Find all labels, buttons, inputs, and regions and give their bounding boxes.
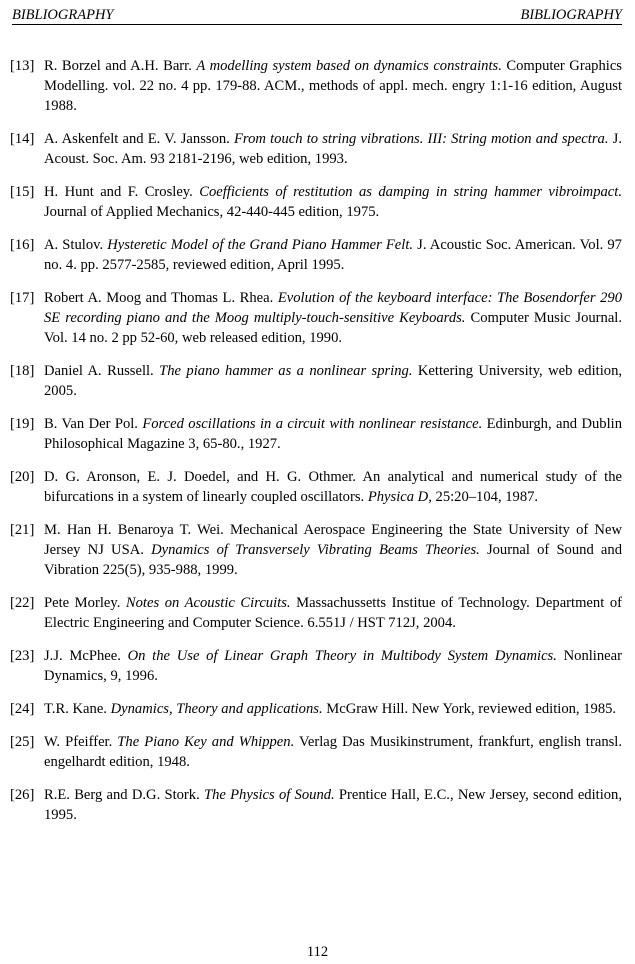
reference-authors: B. Van Der Pol. [44,416,143,432]
reference-authors: Robert A. Moog and Thomas L. Rhea. [44,290,278,306]
reference-details: Massachussetts Institue of Technology. Department of Electric Engineering and Computer Science. 6.551J / HST 712J, 2004. [44,595,622,631]
reference-item [10,235,622,275]
reference-authors: T.R. Kane. [44,701,111,717]
reference-title: Notes on Acoustic Circuits. [125,595,291,611]
reference-title: Hysteretic Model of the Grand Piano Hammer Felt. [107,237,414,253]
reference-number: [15] [10,184,35,200]
reference-number: [21] [10,522,35,538]
reference-details: McGraw Hill. New York, reviewed edition, 1985. [322,701,617,717]
reference-number: [13] [10,58,35,74]
reference-item [10,414,622,454]
reference-authors: R. Borzel and A.H. Barr. [44,58,197,74]
reference-item [10,56,622,116]
reference-number: [17] [10,290,35,306]
reference-title: Dynamics of Transversely Vibrating Beams Theories. [151,542,480,558]
reference-item [10,182,622,222]
reference-number: [16] [10,237,35,253]
reference-number: [20] [10,469,35,485]
reference-number: [18] [10,363,35,379]
reference-details: Journal of Applied Mechanics, 42-440-445 edition, 1975. [44,204,380,220]
reference-number: [14] [10,131,35,147]
reference-authors: A. Stulov. [44,237,108,253]
reference-item [10,593,622,633]
reference-title: Dynamics, Theory and applications. [110,701,323,717]
running-head-right: BIBLIOGRAPHY [520,7,622,23]
reference-item [10,646,622,686]
reference-title: Evolution of the keyboard interface: The Bosendorfer 290 SE recording piano and the Moog multiply-touch-sensitive Keyboards. [44,290,622,326]
reference-item [10,129,622,169]
reference-item [10,785,622,825]
reference-title: Coefficients of restitution as damping in string hammer vibroimpact. [199,184,622,200]
reference-details: Kettering University, web edition, 2005. [44,363,623,399]
reference-details: Journal of Sound and Vibration 225(5), 935-988, 1999. [44,542,622,578]
reference-details: J. Acoust. Soc. Am. 93 2181-2196, web edition, 1993. [44,131,622,167]
reference-title: On the Use of Linear Graph Theory in Multibody System Dynamics. [127,648,557,664]
reference-details: Prentice Hall, E.C., New Jersey, second edition, 1995. [44,787,623,823]
reference-details: J. Acoustic Soc. American. Vol. 97 no. 4. pp. 2577-2585, reviewed edition, April 1995. [44,237,622,273]
reference-title: From touch to string vibrations. III: String motion and spectra. [234,131,609,147]
reference-list [10,56,622,838]
reference-details: Computer Music Journal. Vol. 14 no. 2 pp 52-60, web released edition, 1990. [44,310,622,346]
page-number: 112 [306,944,329,960]
reference-authors: H. Hunt and F. Crosley. [44,184,200,200]
reference-number: [22] [10,595,35,611]
reference-title: The piano hammer as a nonlinear spring. [159,363,413,379]
reference-authors: M. Han H. Benaroya T. Wei. Mechanical Aerospace Engineering the State University of New Jersey NJ USA. [44,522,622,558]
reference-details: 25:20–104, 1987. [431,489,539,505]
reference-details: Computer Graphics Modelling. vol. 22 no. 4 pp. 179-88. ACM., methods of appl. mech. engry 1:1-16 edition, August 1988. [44,58,622,114]
reference-title: The Piano Key and Whippen. [117,734,295,750]
running-head [12,6,622,25]
reference-title: A modelling system based on dynamics constraints. [196,58,502,74]
reference-title: Forced oscillations in a circuit with nonlinear resistance. [142,416,483,432]
reference-authors: A. Askenfelt and E. V. Jansson. [44,131,235,147]
reference-details: Nonlinear Dynamics, 9, 1996. [44,648,622,684]
reference-item [10,288,622,348]
reference-authors: Daniel A. Russell. [44,363,160,379]
running-head-left: BIBLIOGRAPHY [12,7,114,23]
reference-authors: W. Pfeiffer. [44,734,118,750]
reference-details: Edinburgh, and Dublin Philosophical Magazine 3, 65-80., 1927. [44,416,622,452]
reference-item [10,520,622,580]
reference-number: [23] [10,648,35,664]
reference-authors: D. G. Aronson, E. J. Doedel, and H. G. Othmer. An analytical and numerical study of the bifurcations in a system of linearly coupled oscillators. [44,469,622,505]
reference-number: [25] [10,734,35,750]
reference-number: [24] [10,701,35,717]
reference-title: The Physics of Sound. [204,787,335,803]
reference-item [10,732,622,772]
reference-details: Verlag Das Musikinstrument, frankfurt, english transl. engelhardt edition, 1948. [44,734,622,770]
reference-item [10,699,622,719]
reference-number: [19] [10,416,35,432]
reference-authors: J.J. McPhee. [44,648,128,664]
reference-authors: Pete Morley. [44,595,126,611]
reference-title: Physica D, [367,489,432,505]
reference-item [10,467,622,507]
reference-number: [26] [10,787,35,803]
reference-item [10,361,622,401]
reference-authors: R.E. Berg and D.G. Stork. [44,787,204,803]
